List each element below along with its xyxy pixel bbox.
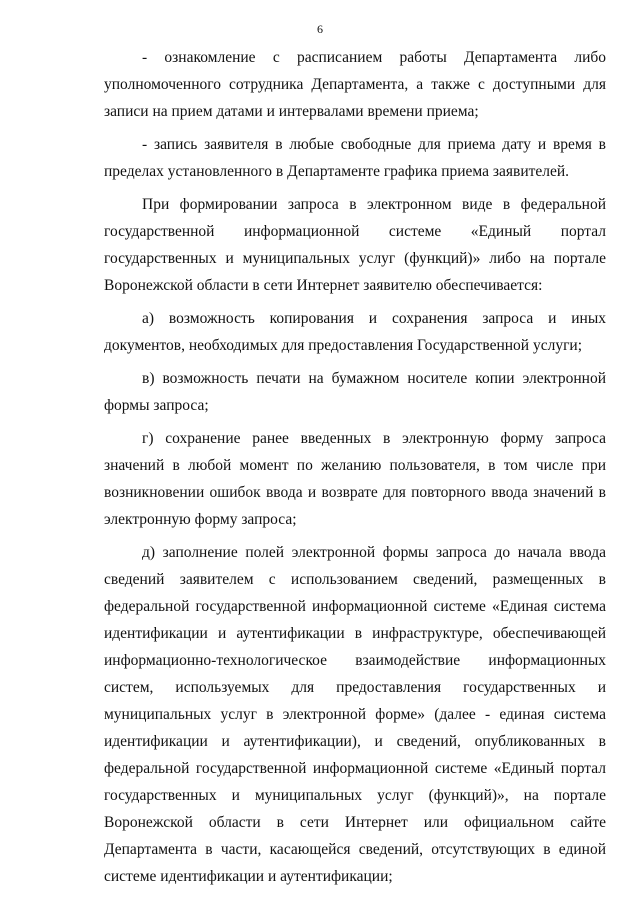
document-body <box>104 44 606 894</box>
paragraph-item-d: д) заполнение полей электронной формы запроса до начала ввода сведений заявителем с использованием сведений, размещенных в федеральной государственной информационной системе «Единая система идентификации и аутентификации в инфраструктуре, обеспечивающей информационно-технологическое взаимодействие информационных систем, используемых для предоставления государственных и муниципальных услуг в электронной форме» (далее - единая система идентификации и аутентификации), и сведений, опубликованных в федеральной государственной информационной системе «Единый портал государственных и муниципальных услуг (функций)», на портале Воронежской области в сети Интернет или официальном сайте Департамента в части, касающейся сведений, отсутствующих в единой системе идентификации и аутентификации; <box>104 544 606 885</box>
paragraph-item-a: а) возможность копирования и сохранения запроса и иных документов, необходимых для предоставления Государственной услуги; <box>104 310 606 354</box>
page-number: 6 <box>317 22 323 36</box>
paragraph-electronic-request-intro: При формировании запроса в электронном виде в федеральной государственной информационной системе «Единый портал государственных и муниципальных услуг (функций)» либо на портале Воронежской области в сети Интернет заявителю обеспечивается: <box>104 196 606 294</box>
paragraph-item-g: г) сохранение ранее введенных в электронную форму запроса значений в любой момент по желанию пользователя, в том числе при возникновении ошибок ввода и возврате для повторного ввода значений в электронную форму запроса; <box>104 430 606 528</box>
paragraph-item-v: в) возможность печати на бумажном носителе копии электронной формы запроса; <box>104 370 606 414</box>
paragraph-schedule-review: - ознакомление с расписанием работы Департамента либо уполномоченного сотрудника Департамента, а также с доступными для записи на прием датами и интервалами времени приема; <box>104 49 606 120</box>
paragraph-appointment-booking: - запись заявителя в любые свободные для приема дату и время в пределах установленного в Департаменте графика приема заявителей. <box>104 136 606 180</box>
